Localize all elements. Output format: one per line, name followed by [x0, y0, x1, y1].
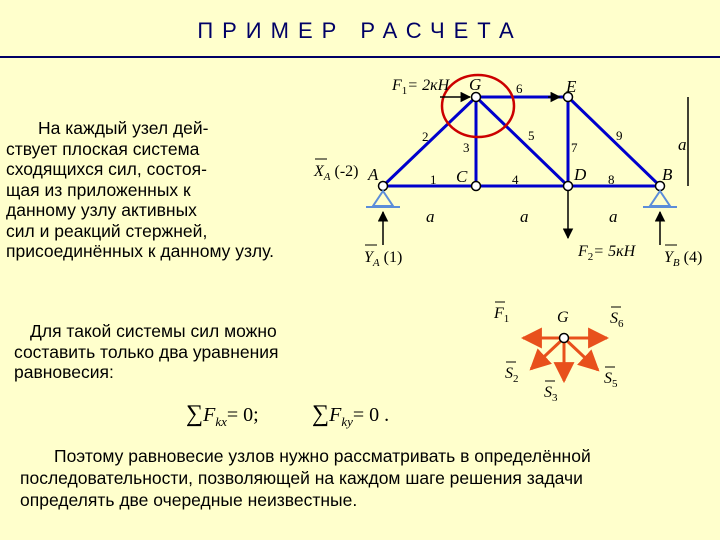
support-b [643, 191, 677, 207]
text-line: данному узлу активных [6, 200, 197, 220]
fbd-arrow-s2 [531, 338, 564, 369]
label-node-a: A [368, 165, 379, 184]
fbd-label-s6: $S_6$ [610, 310, 624, 330]
label-load-f1: $F_1= 2кН$ [392, 77, 450, 97]
label-member-2: 2 [422, 129, 429, 144]
fbd-node-g [560, 334, 569, 343]
label-reaction-ya: $Y_A$ (1) [364, 249, 403, 269]
text-line: определять две очередные неизвестные. [20, 490, 358, 510]
label-node-b: B [662, 165, 673, 184]
text-line: На каждый узел дей- [38, 118, 209, 138]
text-line: Для такой системы сил можно [30, 321, 277, 341]
text-line: присоединённых к данному узлу. [6, 241, 274, 261]
label-member-6: 6 [516, 81, 523, 96]
label-member-4: 4 [512, 172, 519, 187]
label-member-8: 8 [608, 172, 615, 187]
text-line: равновесия: [14, 362, 114, 382]
support-a [366, 191, 400, 207]
label-node-d: D [574, 165, 587, 184]
fbd-label-f1: $F_1$ [494, 305, 510, 325]
text-line: сходящихся сил, состоя- [6, 159, 207, 179]
text-line: составить только два уравнения [14, 341, 279, 362]
label-node-g: G [469, 75, 482, 94]
text-line: последовательности, позволяющей на каждом шаге решения задачи [20, 468, 583, 488]
equation-sum-fy: $\sum F_{ky}= 0$ . [312, 401, 390, 429]
text-line: Поэтому равновесие узлов нужно рассматривать в определённой [54, 446, 591, 466]
label-load-f2: $F_2= 5кН$ [578, 243, 636, 263]
text-line: щая из приложенных к [6, 179, 191, 200]
fbd-label-s5: $S_5$ [604, 370, 618, 390]
label-height: a [678, 135, 687, 154]
fbd-label-s3: $S_3$ [544, 384, 558, 404]
joint-c [472, 182, 481, 191]
joint-a [379, 182, 388, 191]
label-span-3: a [609, 207, 618, 226]
label-span-1: a [426, 207, 435, 226]
label-member-7: 7 [571, 140, 578, 155]
label-member-9: 9 [616, 128, 623, 143]
label-reaction-yb: $Y_B$ (4) [664, 249, 703, 269]
label-node-e: E [566, 77, 577, 96]
label-member-1: 1 [430, 172, 437, 187]
page-title: ПРИМЕР РАСЧЕТА [197, 18, 523, 43]
label-member-5: 5 [528, 128, 535, 143]
fbd-label-g: G [557, 309, 569, 326]
label-span-2: a [520, 207, 529, 226]
label-node-c: C [456, 167, 468, 186]
equation-sum-fx: $\sum F_{kx}= 0$; [186, 401, 259, 429]
fbd-arrow-s5 [564, 338, 598, 370]
label-reaction-xa: $X_A$ (-2) [314, 163, 359, 183]
member-5 [476, 97, 568, 186]
label-member-3: 3 [463, 140, 470, 155]
fbd-label-s2: $S_2$ [505, 365, 519, 385]
node-g-fbd [523, 338, 607, 381]
text-line: сил и реакций стержней, [6, 220, 208, 241]
text-line: ствует плоская система [6, 138, 200, 159]
joint-d [564, 182, 573, 191]
